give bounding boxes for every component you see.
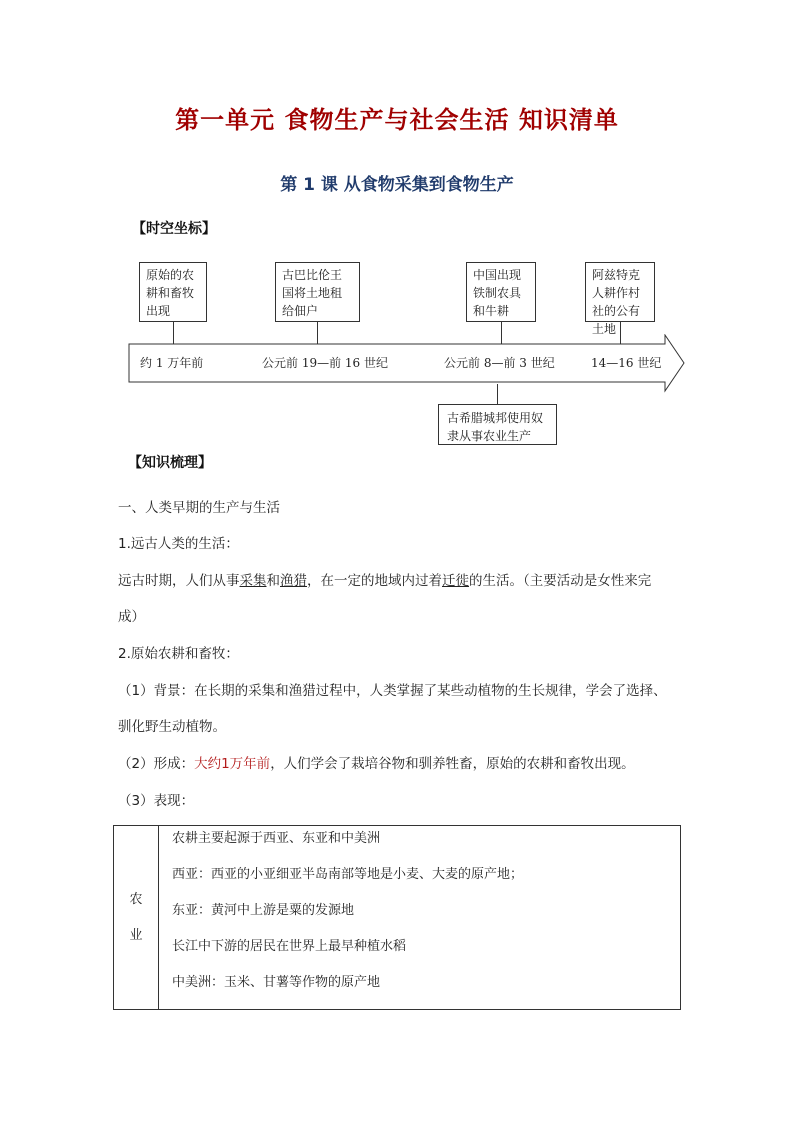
timeline-heading: 【时空坐标】 — [132, 221, 216, 237]
background-text-cont: 驯化野生动植物。 — [118, 719, 226, 735]
timeline-box-2: 古巴比伦王国将土地租给佃户 — [275, 262, 360, 322]
page-title: 第一单元 食物生产与社会生活 知识清单 — [175, 106, 619, 134]
timeline-box-4: 阿兹特克人耕作村社的公有土地 — [585, 262, 655, 322]
term-yulie: 渔猎 — [280, 573, 307, 589]
section-1-heading: 一、人类早期的生产与生活 — [118, 500, 280, 516]
knowledge-heading: 【知识梳理】 — [128, 455, 212, 471]
agriculture-line: 中美洲：玉米、甘薯等作物的原产地 — [172, 975, 381, 990]
timeline-label-2: 公元前 19—前 16 世纪 — [262, 356, 388, 370]
item-1-text: 远古时期，人们从事采集和渔猎，在一定的地域内过着迁徙的生活。（主要活动是女性来完 — [118, 573, 652, 589]
agriculture-content-cell — [159, 826, 681, 1010]
term-qianxi: 迁徙 — [442, 573, 469, 589]
agriculture-line: 农耕主要起源于西亚、东亚和中美洲 — [172, 831, 381, 846]
item-1-title: 1.远古人类的生活： — [118, 536, 239, 552]
timeline-box-3: 中国出现铁制农具和牛耕 — [466, 262, 536, 322]
item-1-text-cont: 成） — [118, 609, 145, 625]
timeline-label-1: 约 1 万年前 — [140, 356, 204, 370]
agriculture-table — [113, 825, 681, 1010]
agriculture-line: 长江中下游的居民在世界上最早种植水稻 — [172, 939, 407, 954]
term-caiji: 采集 — [239, 573, 267, 589]
lesson-title: 第 1 课 从食物采集到食物生产 — [280, 175, 514, 195]
timeline-label-4: 14—16 世纪 — [591, 356, 662, 370]
agriculture-line: 东亚：黄河中上游是粟的发源地 — [172, 903, 355, 918]
performance-title: （3）表现： — [118, 793, 195, 809]
timeline-label-3: 公元前 8—前 3 世纪 — [444, 356, 555, 370]
timeline-box-bottom: 古希腊城邦使用奴隶从事农业生产 — [438, 404, 557, 445]
item-2-title: 2.原始农耕和畜牧： — [118, 646, 239, 662]
background-text: （1）背景：在长期的采集和渔猎过程中，人类掌握了某些动植物的生长规律，学会了选择、 — [118, 683, 667, 699]
agriculture-header-char-2: 业 — [129, 927, 143, 943]
formation-date: 大约1万年前 — [194, 756, 271, 772]
agriculture-line: 西亚：西亚的小亚细亚半岛南部等地是小麦、大麦的原产地； — [172, 867, 524, 882]
agriculture-header-cell — [114, 826, 159, 1010]
formation-text: （2）形成：大约1万年前，人们学会了栽培谷物和驯养牲畜，原始的农耕和畜牧出现。 — [118, 756, 635, 772]
timeline-box-1: 原始的农耕和畜牧出现 — [139, 262, 207, 322]
agriculture-header-char-1: 农 — [129, 891, 143, 907]
